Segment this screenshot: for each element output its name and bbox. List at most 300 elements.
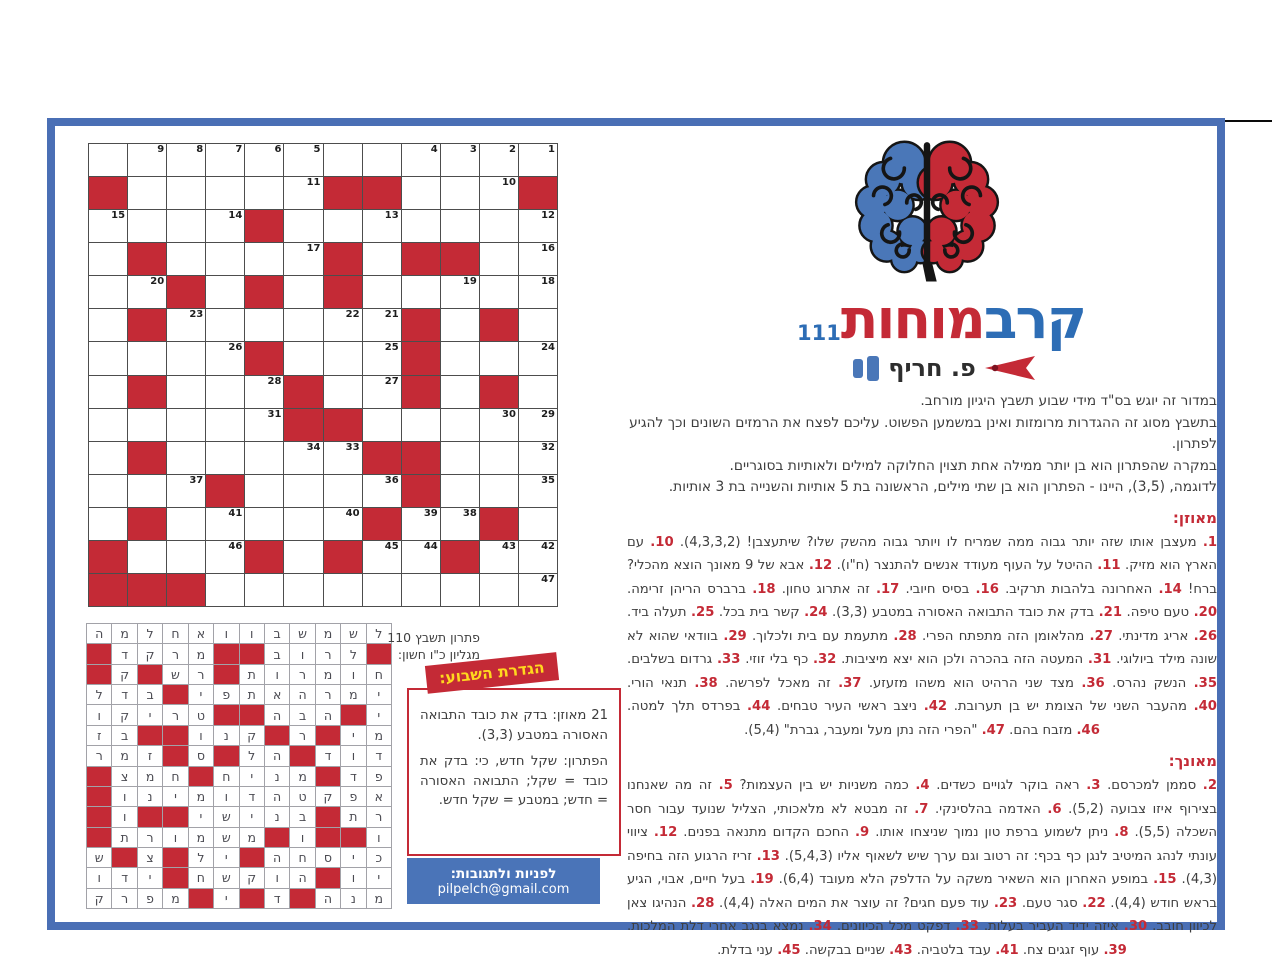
solution-cell (265, 746, 289, 765)
solution-letter: י (250, 809, 254, 825)
puzzle-cell (128, 210, 166, 242)
puzzle-cell (480, 342, 518, 374)
solution-cell (290, 644, 314, 663)
solution-cell (163, 889, 187, 908)
solution-letter: ה (323, 890, 333, 906)
solution-cell (189, 868, 213, 887)
puzzle-block-cell (128, 574, 166, 606)
clue-number: 36. (1081, 675, 1105, 691)
solution-cell (265, 787, 289, 806)
solution-letter: ה (298, 870, 307, 886)
puzzle-cell (245, 376, 283, 408)
solution-cell (290, 848, 314, 867)
puzzle-cell (519, 376, 557, 408)
cell-number: 42 (541, 540, 555, 552)
solution-letter: מ (196, 646, 206, 662)
clue-number: 2. (1202, 778, 1217, 793)
puzzle-block-cell (89, 541, 127, 573)
title-word-blue: קרב (983, 287, 1085, 351)
cell-number: 21 (384, 309, 399, 321)
solution-block-cell (87, 665, 111, 684)
cell-number: 26 (228, 342, 243, 354)
cell-number: 44 (423, 540, 438, 552)
solution-cell (240, 624, 264, 643)
solution-cell (265, 705, 289, 724)
puzzle-cell (128, 177, 166, 209)
puzzle-cell (402, 177, 440, 209)
puzzle-block-cell (284, 376, 322, 408)
cell-number: 13 (384, 210, 399, 222)
cell-number: 14 (228, 210, 243, 222)
puzzle-cell (167, 442, 205, 474)
solution-cell (189, 746, 213, 765)
puzzle-block-cell (206, 475, 244, 507)
cell-number: 37 (189, 474, 204, 486)
solution-cell (189, 726, 213, 745)
solution-letter: ק (120, 707, 130, 723)
solution-cell (290, 787, 314, 806)
solution-letter: ט (196, 707, 205, 723)
puzzle-block-cell (89, 574, 127, 606)
solution-letter: ש (221, 870, 231, 886)
cell-number: 28 (267, 375, 282, 387)
solution-letter: ד (324, 748, 332, 764)
puzzle-cell (206, 409, 244, 441)
solution-cell (112, 746, 136, 765)
solution-letter: ב (298, 809, 307, 825)
puzzle-block-cell (519, 177, 557, 209)
puzzle-cell (128, 342, 166, 374)
cell-number: 39 (423, 507, 438, 519)
puzzle-cell (245, 309, 283, 341)
solution-cell (240, 767, 264, 786)
solution-letter: ת (349, 809, 358, 825)
puzzle-cell (441, 409, 479, 441)
solution-cell (367, 828, 391, 847)
cell-number: 30 (502, 408, 516, 420)
solution-letter: ס (323, 850, 333, 866)
puzzle-cell (89, 276, 127, 308)
clue-number: 25. (691, 605, 715, 620)
puzzle-cell (441, 475, 479, 507)
solution-caption-line2: מגליון כ"ו חשון: (397, 647, 480, 662)
solution-letter: ל (248, 748, 256, 764)
solution-letter: ר (121, 890, 129, 906)
cell-number: 22 (345, 309, 360, 321)
definition-problem: 21 מאוזן: בדק את כובד התבואה האסורה במטבע (3,3). (420, 708, 608, 743)
solution-letter: י (377, 707, 381, 723)
solution-letter: ו (351, 666, 356, 682)
clue-number: 19. (750, 872, 774, 887)
solution-cell (138, 705, 162, 724)
intro-line: בתשבץ מסוג זה ההגדרות מרומזות ואינן במשמען הפשוט. עליכם לפצח את הרמזים השונים וכך להגיע לפתרון. (629, 414, 1217, 452)
solution-cell (240, 685, 264, 704)
solution-cell (316, 787, 340, 806)
puzzle-block-cell (402, 243, 440, 275)
solution-cell (87, 705, 111, 724)
solution-cell (367, 685, 391, 704)
solution-letter: ו (224, 789, 229, 805)
puzzle-block-cell (128, 442, 166, 474)
puzzle-block-cell (402, 475, 440, 507)
clue-number: 27. (1089, 628, 1113, 644)
solution-letter: פ (146, 890, 154, 906)
puzzle-cell (441, 210, 479, 242)
cell-number: 46 (228, 540, 243, 552)
cell-number: 38 (462, 507, 477, 519)
puzzle-cell (167, 541, 205, 573)
solution-letter: י (148, 707, 152, 723)
clue-number: 12. (808, 558, 833, 573)
solution-cell (112, 807, 136, 826)
puzzle-cell (167, 243, 205, 275)
puzzle-cell (402, 508, 440, 540)
puzzle-cell (206, 276, 244, 308)
solution-cell (341, 726, 365, 745)
clue-number: 4. (915, 778, 930, 793)
clue-number: 17. (875, 581, 900, 597)
clue-number: 29. (723, 628, 747, 644)
puzzle-cell (89, 144, 127, 176)
solution-cell (138, 787, 162, 806)
solution-letter: ו (377, 829, 381, 845)
puzzle-block-cell (128, 376, 166, 408)
solution-letter: י (199, 687, 203, 703)
cell-number: 9 (157, 144, 165, 155)
cell-number: 2 (508, 144, 516, 155)
puzzle-cell (441, 309, 479, 341)
solution-letter: ה (323, 707, 333, 723)
solution-cell (290, 767, 314, 786)
clue-number: 43. (889, 942, 913, 958)
solution-cell (138, 868, 162, 887)
solution-cell (341, 685, 365, 704)
solution-cell (341, 868, 365, 887)
pencil-body-icon (851, 354, 881, 382)
solution-letter: ר (171, 707, 179, 723)
solution-letter: ר (146, 829, 154, 845)
solution-letter: ח (222, 768, 231, 784)
byline-author: פ. חריף (888, 354, 976, 382)
solution-letter: ח (196, 870, 205, 886)
puzzle-cell (363, 243, 401, 275)
solution-letter: נ (274, 809, 280, 825)
puzzle-block-cell (167, 574, 205, 606)
solution-letter: ב (121, 727, 129, 743)
puzzle-cell (245, 177, 283, 209)
solution-cell (367, 787, 391, 806)
puzzle-cell (441, 442, 479, 474)
puzzle-cell (519, 409, 557, 441)
intro-line: במקרה שהפתרון הוא בן יותר ממילה אחת תצוין החלוקה למילים ולאותיות בסוגריים. (729, 457, 1217, 474)
cell-number: 4 (430, 144, 438, 155)
solution-cell (240, 787, 264, 806)
definition-solution: הפתרון: שקל חדש, כי: בדק את כובד = שקל; התבואה האסורה = חדש; במטבע = שקל חדש. (420, 754, 608, 809)
solution-letter: ש (221, 829, 231, 845)
solution-letter: ד (273, 890, 281, 906)
solution-block-cell (163, 848, 187, 867)
solution-letter: נ (223, 727, 229, 743)
solution-letter: ה (273, 850, 282, 866)
puzzle-cell (89, 442, 127, 474)
solution-block-cell (87, 807, 111, 826)
puzzle-block-cell (402, 342, 440, 374)
solution-cell (138, 828, 162, 847)
solution-cell (316, 848, 340, 867)
solution-letter: ח (374, 666, 383, 682)
puzzle-cell (363, 210, 401, 242)
solution-block-cell (240, 848, 264, 867)
solution-letter: ו (300, 646, 305, 662)
solution-cell (189, 644, 213, 663)
solution-cell (240, 868, 264, 887)
solution-letter: ב (273, 646, 281, 662)
solution-letter: ל (95, 687, 103, 703)
solution-cell (138, 767, 162, 786)
solution-block-cell (214, 705, 238, 724)
puzzle-cell (324, 475, 362, 507)
solution-cell (316, 665, 340, 684)
puzzle-cell (284, 442, 322, 474)
puzzle-cell (441, 144, 479, 176)
solution-block-cell (163, 726, 187, 745)
solution-letter: מ (120, 626, 129, 642)
puzzle-cell (245, 409, 283, 441)
solution-letter: מ (349, 687, 358, 703)
puzzle-block-cell (245, 276, 283, 308)
puzzle-cell (363, 409, 401, 441)
cell-number: 16 (541, 243, 555, 255)
solution-letter: י (377, 687, 381, 703)
puzzle-cell (89, 243, 127, 275)
puzzle-cell (480, 144, 518, 176)
solution-block-cell (87, 644, 111, 663)
top-rule-line (1225, 120, 1272, 122)
puzzle-cell (245, 508, 283, 540)
solution-letter: ו (275, 870, 279, 886)
solution-caption (388, 629, 480, 663)
puzzle-cell (480, 442, 518, 474)
puzzle-cell (519, 574, 557, 606)
solution-letter: מ (196, 789, 206, 805)
cell-number: 27 (384, 375, 399, 387)
clue-number: 13. (756, 848, 780, 864)
solution-letter: מ (298, 768, 307, 784)
solution-letter: ו (351, 748, 356, 764)
solution-cell (265, 767, 289, 786)
solution-letter: ל (349, 646, 357, 662)
solution-cell (163, 828, 187, 847)
intro-line: במדור זה יוגש בס"ד מידי שבוע תשבץ היגיון מורחב. (920, 393, 1217, 409)
clue-number: 31. (1087, 652, 1112, 667)
puzzle-cell (167, 475, 205, 507)
cell-number: 43 (502, 540, 516, 552)
puzzle-block-cell (128, 508, 166, 540)
solution-letter: ק (120, 666, 130, 682)
solution-letter: ה (273, 748, 282, 764)
solution-letter: ת (247, 666, 256, 682)
puzzle-cell (363, 376, 401, 408)
solution-letter: א (374, 789, 383, 805)
masthead-title (755, 287, 1125, 351)
solution-cell (290, 828, 314, 847)
puzzle-block-cell (402, 309, 440, 341)
contact-email[interactable]: pilpelch@gmail.com (437, 881, 570, 897)
solution-block-cell (138, 807, 162, 826)
solution-letter: ס (196, 748, 205, 764)
solution-letter: ו (199, 727, 203, 743)
solution-cell (87, 624, 111, 643)
puzzle-cell (324, 508, 362, 540)
solution-cell (265, 624, 289, 643)
solution-letter: ה (273, 707, 282, 723)
solution-letter: כ (375, 850, 383, 866)
byline-row (795, 354, 1095, 382)
solution-cell (265, 848, 289, 867)
puzzle-cell (128, 541, 166, 573)
solution-cell (112, 828, 136, 847)
puzzle-cell (206, 177, 244, 209)
cell-number: 41 (228, 507, 243, 519)
clue-number: 23. (993, 895, 1018, 911)
solution-cell (87, 868, 111, 887)
solution-block-cell (265, 726, 289, 745)
puzzle-cell (480, 541, 518, 573)
solution-letter: י (174, 789, 177, 805)
solution-block-cell (316, 767, 340, 786)
solution-cell (265, 807, 289, 826)
puzzle-cell (284, 276, 322, 308)
solution-letter: י (224, 850, 228, 866)
cell-number: 18 (541, 276, 555, 288)
puzzle-cell (441, 177, 479, 209)
puzzle-cell (284, 508, 322, 540)
solution-block-cell (316, 807, 340, 826)
solution-cell (163, 624, 187, 643)
solution-cell (341, 746, 365, 765)
cell-number: 12 (541, 210, 555, 222)
puzzle-cell (167, 177, 205, 209)
clue-number: 33. (717, 652, 741, 667)
puzzle-cell (480, 177, 518, 209)
solution-cell (87, 726, 111, 745)
puzzle-block-cell (480, 376, 518, 408)
solution-cell (138, 644, 162, 663)
solution-cell (112, 767, 136, 786)
solution-cell (189, 624, 213, 643)
solution-letter: י (351, 727, 355, 743)
cell-number: 3 (469, 144, 477, 155)
solution-letter: ל (146, 626, 154, 642)
puzzle-cell (519, 144, 557, 176)
solution-letter: ל (375, 626, 383, 642)
solution-cell (367, 848, 391, 867)
clue-number: 40. (1193, 699, 1217, 714)
solution-block-cell (138, 726, 162, 745)
solution-letter: ו (122, 809, 127, 825)
solution-cell (367, 807, 391, 826)
puzzle-cell (519, 243, 557, 275)
solution-letter: א (196, 626, 206, 642)
puzzle-cell (245, 442, 283, 474)
contact-label: לפניות ולתגובות: (450, 865, 557, 882)
solution-cell (112, 624, 136, 643)
puzzle-cell (167, 376, 205, 408)
solution-letter: ר (197, 666, 205, 682)
solution-cell (112, 787, 136, 806)
solution-cell (316, 746, 340, 765)
solution-letter: פ (349, 789, 358, 805)
cell-number: 1 (548, 144, 555, 155)
solution-letter: ר (375, 809, 383, 825)
clue-number: 26. (1193, 628, 1217, 644)
solution-cell (240, 746, 264, 765)
solution-cell (341, 665, 365, 684)
puzzle-cell (480, 276, 518, 308)
solution-letter: ו (173, 829, 178, 845)
solution-cell (290, 807, 314, 826)
puzzle-cell (206, 508, 244, 540)
solution-cell (341, 889, 365, 908)
solution-block-cell (214, 665, 238, 684)
solution-block-cell (163, 868, 187, 887)
clue-number: 11. (1097, 558, 1121, 573)
solution-letter: ה (273, 789, 282, 805)
solution-block-cell (189, 767, 213, 786)
solution-letter: ד (121, 646, 129, 662)
puzzle-cell (206, 243, 244, 275)
puzzle-cell (441, 276, 479, 308)
solution-block-cell (341, 705, 365, 724)
puzzle-cell (363, 541, 401, 573)
puzzle-cell (480, 243, 518, 275)
solution-letter: ו (224, 626, 229, 642)
puzzle-cell (167, 309, 205, 341)
solution-letter: ב (298, 707, 307, 723)
solution-letter: ד (121, 870, 129, 886)
cell-number: 31 (267, 408, 282, 420)
pencil-tip-icon (983, 355, 1039, 381)
solution-cell (341, 644, 365, 663)
solution-cell (214, 848, 238, 867)
solution-letter: ר (95, 748, 103, 764)
solution-cell (112, 665, 136, 684)
clue-number: 30. (1123, 919, 1148, 934)
puzzle-block-cell (128, 243, 166, 275)
cell-number: 15 (111, 210, 126, 222)
puzzle-cell (519, 309, 557, 341)
puzzle-block-cell (245, 541, 283, 573)
puzzle-cell (128, 276, 166, 308)
solution-cell (189, 685, 213, 704)
puzzle-cell (324, 342, 362, 374)
solution-block-cell (214, 644, 238, 663)
solution-letter: מ (323, 626, 333, 642)
solution-block-cell (163, 685, 187, 704)
puzzle-cell (441, 508, 479, 540)
clue-number: 20. (1193, 605, 1217, 620)
solution-letter: מ (323, 666, 333, 682)
solution-caption-line1: פתרון תשבץ 110 (387, 630, 480, 645)
solution-letter: מ (374, 727, 384, 743)
solution-letter: י (224, 890, 228, 906)
title-word-red: מוחות (840, 287, 984, 351)
intro-line: לדוגמה, (3,5), היינו - הפתרון הוא בן שתי מילים, הראשונה בת 5 אותיות והשנייה בת 3 אותיות. (668, 479, 1217, 495)
puzzle-cell (89, 210, 127, 242)
puzzle-cell (402, 276, 440, 308)
solution-letter: ד (375, 748, 383, 764)
puzzle-cell (284, 342, 322, 374)
